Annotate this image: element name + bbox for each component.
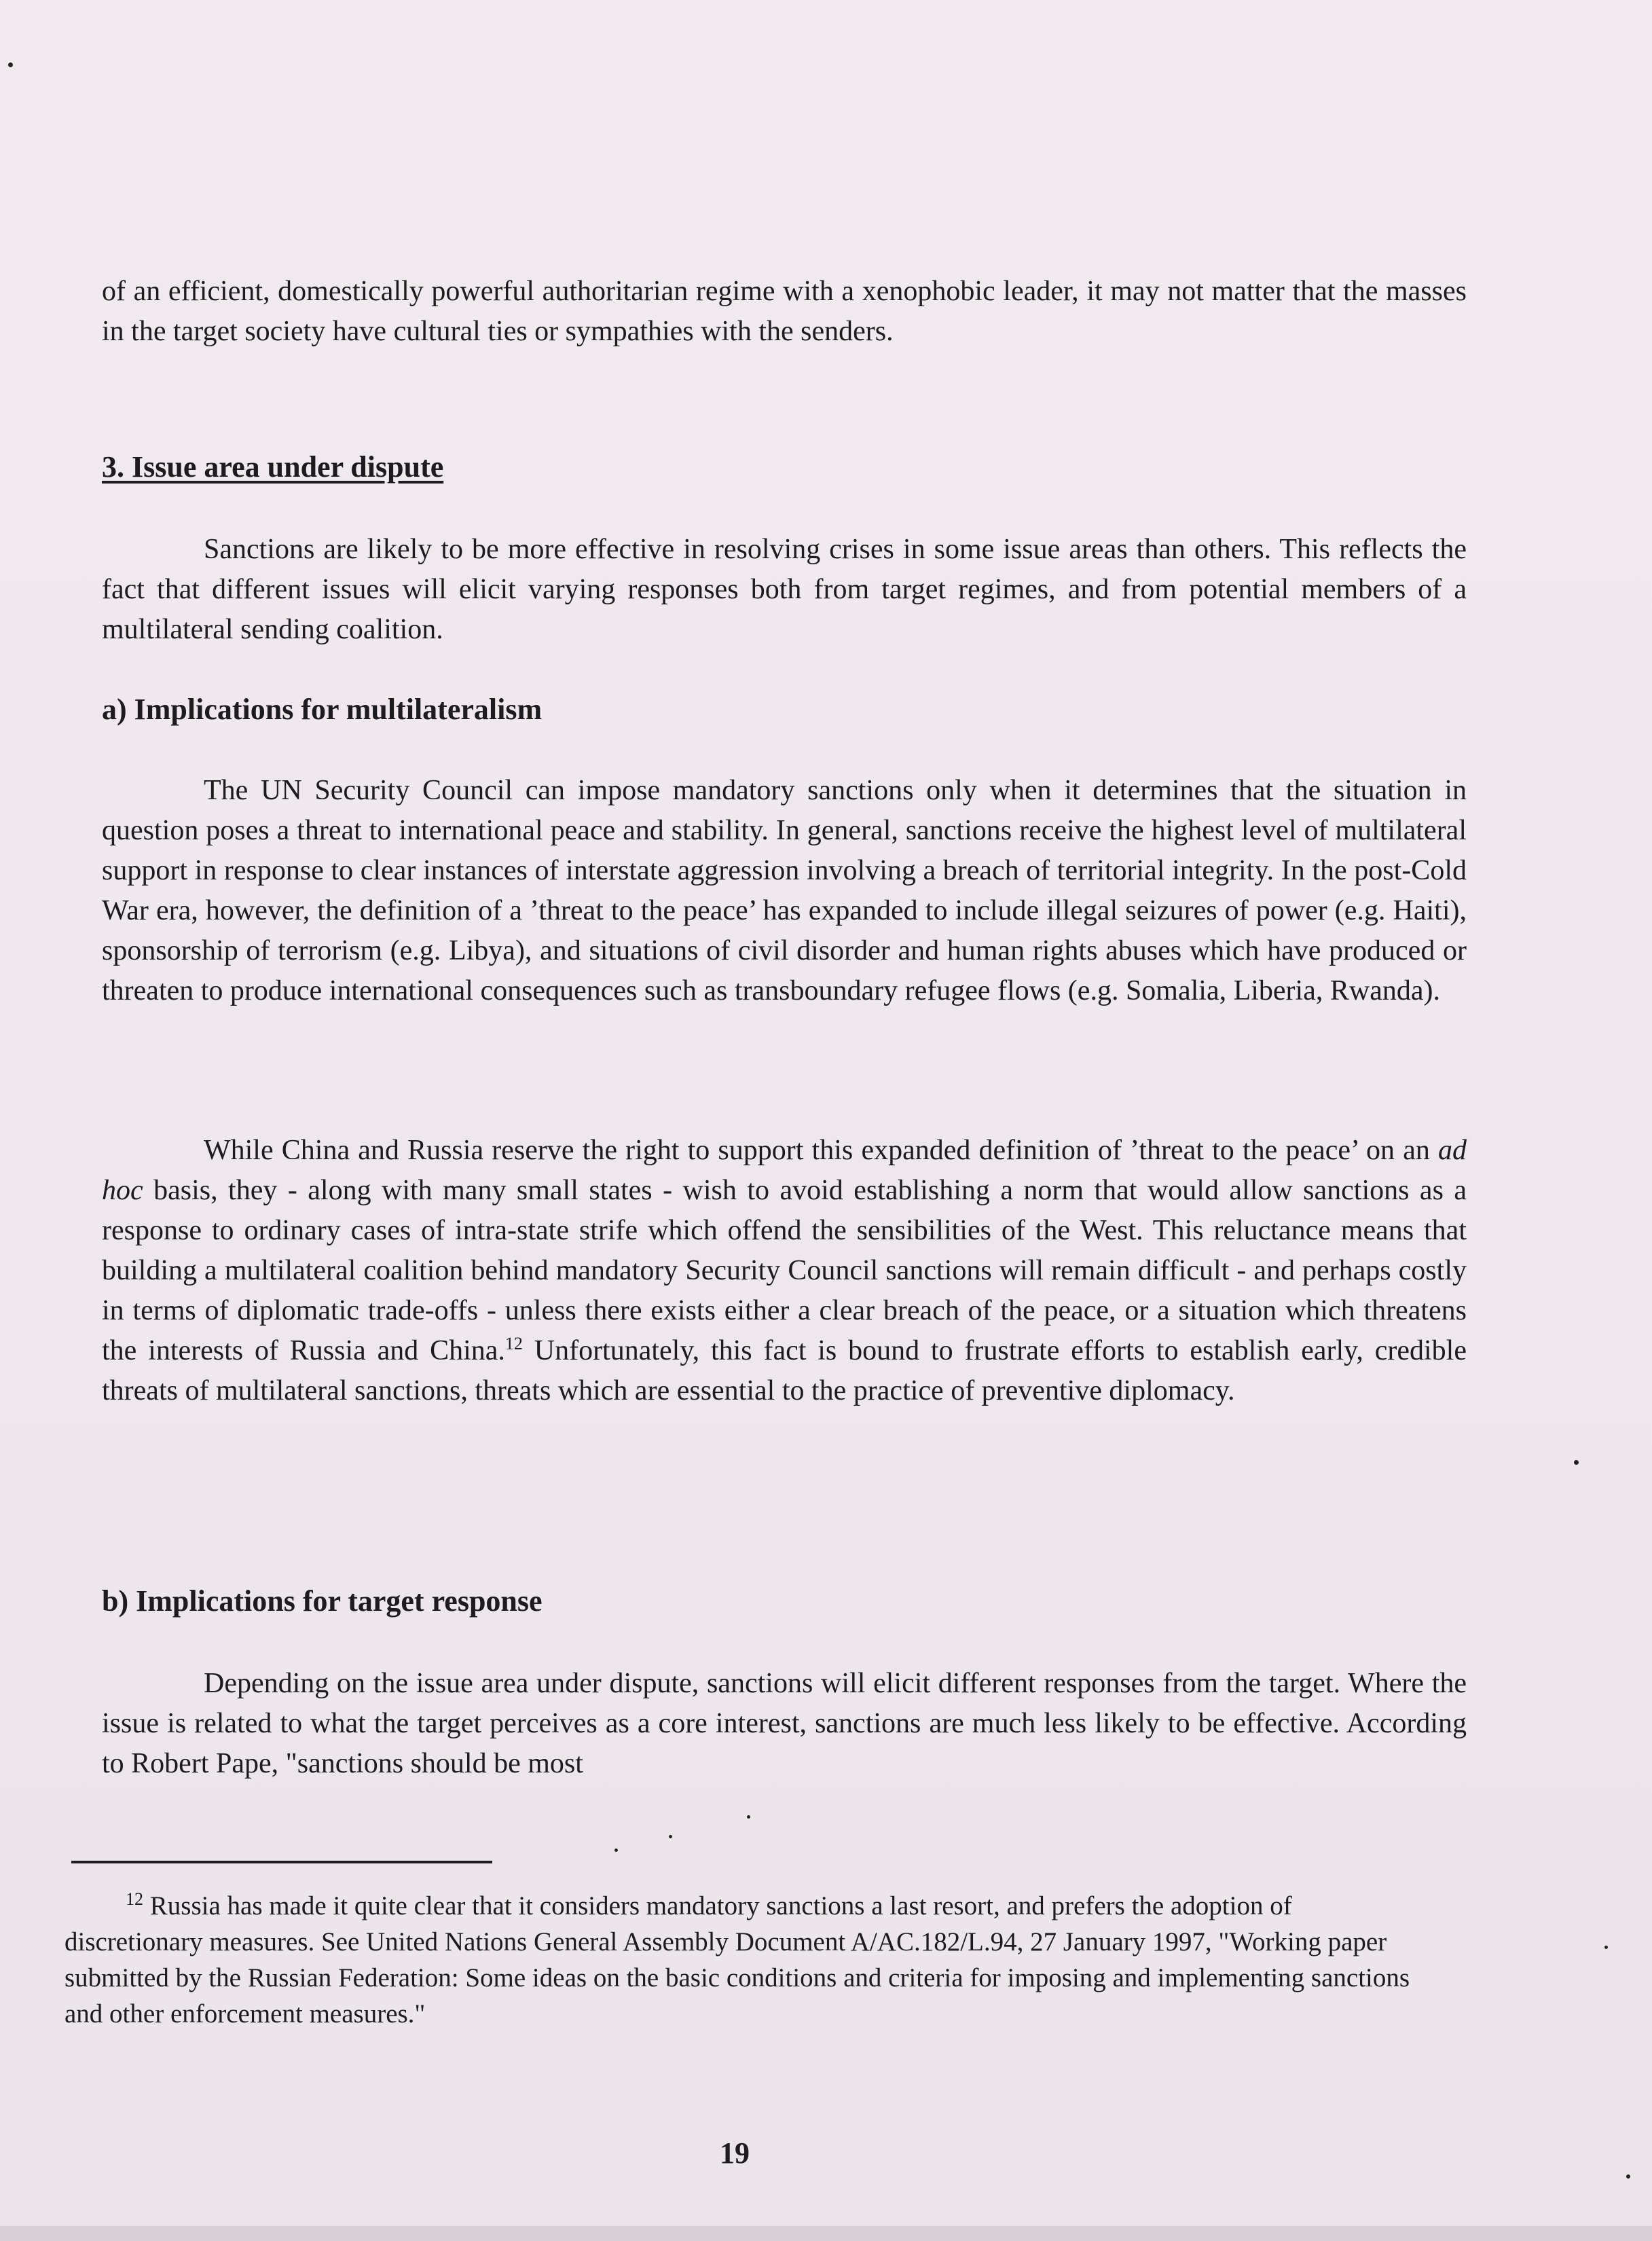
subsection-a-heading: a) Implications for multilateralism bbox=[102, 693, 543, 726]
section-paragraph: Sanctions are likely to be more effective in resolving crises in some issue areas than others. This reflects the fact that different issues will elicit varying responses both from target regimes, and from potential members of a multilateral sending coalition. bbox=[102, 534, 1467, 645]
subsection-a-paragraph-2 bbox=[102, 1131, 1467, 1411]
intro-paragraph: of an efficient, domestically powerful authoritarian regime with a xenophobic leader, it may not matter that the masses in the target society have cultural ties or sympathies with the senders. bbox=[102, 276, 1467, 347]
scan-speck bbox=[1574, 1460, 1579, 1465]
scan-speck bbox=[1626, 2174, 1630, 2179]
subsection-b-heading: b) Implications for target response bbox=[102, 1584, 543, 1618]
footnote-divider bbox=[71, 1861, 492, 1863]
footnote-text bbox=[65, 1888, 1429, 2032]
subsection-a-body-1 bbox=[102, 771, 1467, 1011]
ad-hoc-italic: ad hoc bbox=[102, 1135, 1467, 1206]
scan-speck bbox=[1604, 1946, 1608, 1949]
scan-speck bbox=[669, 1835, 672, 1838]
footnote-body: Russia has made it quite clear that it considers mandatory sanctions a last resort, and prefers the adoption of discretionary measures. See United Nations General Assembly Document A/AC.182/L.94, 27 January 1997, "Working paper submitted by the Russian Federation: Some ideas on the basic conditions and criteria for imposing and implementing sanctions and other enforcement measures." bbox=[65, 1891, 1410, 2028]
subsection-b-body bbox=[102, 1664, 1467, 1784]
subsection-a-paragraph-1: The UN Security Council can impose mandatory sanctions only when it determines that the situation in question poses a threat to international peace and stability. In general, sanctions receive the highest level of multilateral support in response to clear instances of interstate aggression involving a breach of territorial integrity. In the post-Cold War era, however, the definition of a ’threat to the peace’ has expanded to include illegal seizures of power (e.g. Haiti), sponsorship of terrorism (e.g. Libya), and situations of civil disorder and human rights abuses which have produced or threaten to produce international consequences such as transboundary refugee flows (e.g. Somalia, Liberia, Rwanda). bbox=[102, 775, 1467, 1006]
section-heading: 3. Issue area under dispute bbox=[102, 450, 444, 484]
subsection-a-body-2 bbox=[102, 1131, 1467, 1411]
footnote-number: 12 bbox=[126, 1889, 143, 1909]
section-3-body bbox=[102, 530, 1467, 650]
scan-speck bbox=[8, 62, 13, 67]
intro-text-block bbox=[102, 272, 1467, 352]
page-number: 19 bbox=[720, 2136, 750, 2170]
subsection-a bbox=[102, 691, 1467, 729]
scan-speck bbox=[747, 1815, 750, 1819]
subsection-b-paragraph: Depending on the issue area under dispute, sanctions will elicit different responses from the target. Where the issue is related to what the target perceives as a core interest, sanctions are much less likely to be effective. According to Robert Pape, "sanctions should be most bbox=[102, 1668, 1467, 1779]
paragraph-2-middle: basis, they - along with many small states - wish to avoid establishing a norm that would allow sanctions as a response to ordinary cases of intra-state strife which offend the sensibilities of the West. This reluctance means that building a multilateral coalition behind mandatory Security Council sanctions will remain difficult - and perhaps costly in terms of diplomatic trade-offs - unless there exists either a clear breach of the peace, or a situation which threatens the interests of Russia and China. bbox=[102, 1175, 1467, 1366]
scan-speck bbox=[526, 2226, 530, 2229]
paragraph-2-start: While China and Russia reserve the right to support this expanded definition of ’threat to the peace’ on an bbox=[204, 1135, 1438, 1166]
paragraph-2-end: Unfortunately, this fact is bound to frustrate efforts to establish early, credible threats of multilateral sanctions, threats which are essential to the practice of preventive diplomacy. bbox=[102, 1335, 1467, 1406]
footnote-reference[interactable]: 12 bbox=[504, 1334, 523, 1353]
scan-speck bbox=[614, 1848, 618, 1852]
section-3 bbox=[102, 448, 1467, 486]
footnote-block bbox=[65, 1888, 1429, 2032]
subsection-b bbox=[102, 1582, 1467, 1620]
